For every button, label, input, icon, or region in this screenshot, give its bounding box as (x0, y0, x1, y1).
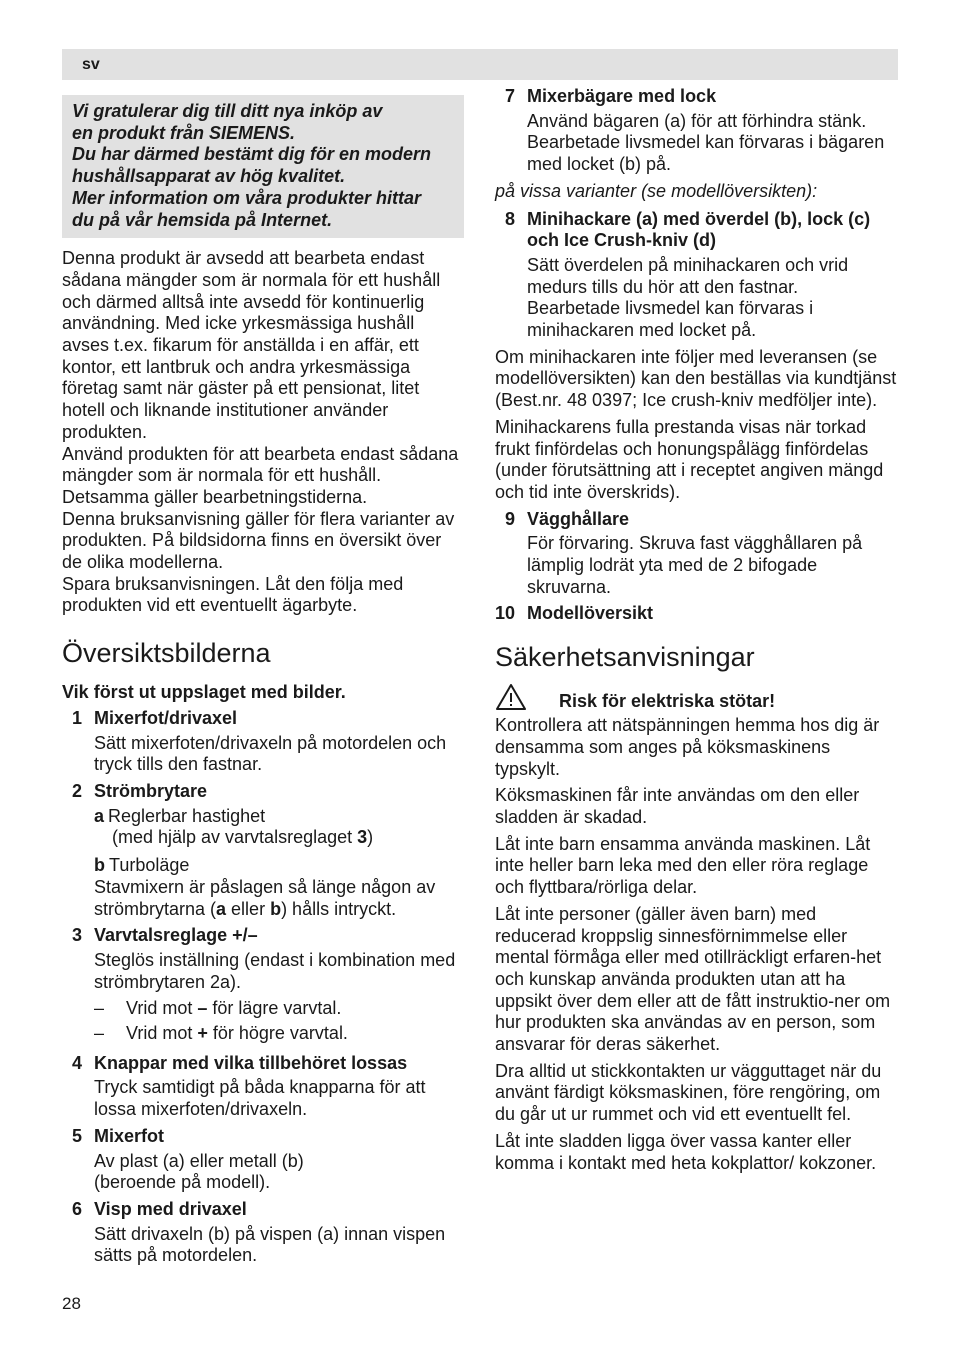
item-number: 4 (72, 1052, 83, 1073)
item-body: Använd bägaren (a) för att förhindra stänk. Bearbetade livsmedel kan förvaras i bägaren med locket (b) på. (527, 110, 885, 175)
item-body: Sätt mixerfoten/drivaxeln på motordelen och tryck tills den fastnar. (94, 732, 447, 775)
item-body: För förvaring. Skruva fast vägghållaren på lämplig lodrät yta med de 2 bifogade skruvarna. (527, 533, 863, 597)
overview-item-5 (62, 1126, 464, 1194)
language-bar (62, 49, 898, 80)
safety-paragraph: Låt inte sladden ligga över vassa kanter eller komma i kontakt med heta kokplattor/ kokzoner. (495, 1130, 877, 1173)
language-tag: sv (82, 56, 100, 73)
item-number: 6 (72, 1198, 83, 1219)
intro-line: Vi gratulerar dig till ditt nya inköp av (72, 101, 383, 121)
intro-line: Du har därmed bestämt dig för en modern (72, 144, 432, 165)
item-number: 9 (505, 508, 516, 529)
item-body: Av plast (a) eller metall (b) (beroende på modell). (94, 1150, 304, 1193)
safety-paragraph: Låt inte barn ensamma använda maskinen. Låt inte heller barn leka med den eller röra reglage och flyttbara/rörliga delar. (495, 833, 871, 898)
item-title: Vägghållare (527, 508, 630, 529)
use-amounts-paragraph: Använd produkten för att bearbeta endast sådana mängder som är normala för ett hushåll. Detsamma gäller bearbetningstiderna. (62, 443, 459, 507)
warning-text: Risk för elektriska stötar! (559, 691, 776, 712)
overview-item-10 (495, 603, 898, 625)
intended-use-paragraph: Denna produkt är avsedd att bearbeta endast sådana mängder som är normala för ett hushåll och därmed alltså inte avsedd för kontinuerlig användning. Med icke yrkesmässiga hushåll avses t.ex. fikarum för anställda i en affär, ett kontor, ett lantbruk och andra yrkesmässiga företag samt när gäster på ett pensionat, litet hotell och liknande institutioner använder produkten. (62, 248, 441, 442)
overview-item-2 (62, 781, 464, 920)
safety-paragraph: Dra alltid ut stickkontakten ur vägguttaget när du använt färdigt köksmaskinen, före rengöring, om du går ut ur rummet och vid ett eventuellt fel. (495, 1060, 882, 1125)
item-number: 1 (72, 707, 83, 728)
dash-item: – Vrid mot – för lägre varvtal. (94, 998, 342, 1019)
right-column (495, 86, 898, 1179)
keep-manual-paragraph: Spara bruksanvisningen. Låt den följa med produkten vid ett eventuellt ägarbyte. (62, 573, 404, 616)
overview-item-4 (62, 1053, 464, 1121)
overview-item-3 (62, 925, 464, 1045)
item-number: 7 (505, 86, 516, 106)
overview-item-8 (495, 209, 898, 342)
intro-line: Mer information om våra produkter hittar (72, 187, 422, 208)
item-body: Tryck samtidigt på båda knapparna för att lossa mixerfoten/drivaxeln. (94, 1077, 426, 1120)
item-title: Mixerbägare med lock (527, 86, 717, 106)
variants-paragraph: Denna bruksanvisning gäller för flera varianter av produkten. På bildsidorna finns en översikt över de olika modellerna. (62, 508, 455, 573)
item-number: 3 (72, 925, 83, 946)
subitem-detail: (med hjälp av varvtalsreglaget 3) (112, 827, 374, 848)
subitem-letter: a (94, 805, 105, 826)
subitem-text: Reglerbar hastighet (108, 805, 266, 826)
minichopper-performance-paragraph: Minihackarens fulla prestanda visas när torkad frukt finfördelas och honungspålägg finfördelas (under förutsättning att i receptet angiven mängd och tid inte överskrids). (495, 416, 884, 502)
minichopper-order-paragraph: Om minihackaren inte följer med leveransen (se modellöversikten) kan den beställas via kundtjänst (Best.nr. 48 0397; Ice crush-kniv medföljer inte). (495, 346, 897, 411)
intro-line: en produkt från SIEMENS. (72, 122, 296, 143)
item-title: Strömbrytare (94, 780, 208, 801)
item-number: 5 (72, 1125, 83, 1146)
electric-shock-warning (495, 687, 898, 713)
item-body: Steglös inställning (endast i kombination med strömbrytaren 2a). (94, 949, 456, 992)
warning-triangle-icon (495, 683, 527, 711)
item-title: Visp med drivaxel (94, 1198, 247, 1219)
subitem-text: Turboläge (109, 855, 190, 876)
subitem-letter: b (94, 855, 105, 876)
safety-paragraph: Köksmaskinen får inte användas om den eller sladden är skadad. (495, 785, 860, 827)
item-title: Minihackare (a) med överdel (b), lock (c) och Ice Crush-kniv (d) (527, 208, 871, 251)
intro-box (62, 95, 464, 238)
item-number: 8 (505, 208, 516, 229)
intro-line: du på vår hemsida på Internet. (72, 209, 333, 230)
item-title: Mixerfot (94, 1125, 165, 1146)
item-title: Varvtalsreglage +/– (94, 925, 258, 946)
item-body: Sätt överdelen på minihackaren och vrid medurs tills du hör att den fastnar. Bearbetade livsmedel kan förvaras i minihackaren med locket på. (527, 254, 849, 341)
item-title: Knappar med vilka tillbehöret lossas (94, 1052, 408, 1073)
overview-heading: Översiktsbilderna (62, 638, 271, 669)
overview-item-7 (495, 86, 898, 176)
item-title: Mixerfot/drivaxel (94, 707, 238, 728)
subitem-a (94, 806, 464, 849)
item-note: Stavmixern är påslagen så länge någon av strömbrytarna (a eller b) hålls intryckt. (94, 876, 436, 919)
item-body: Sätt drivaxeln (b) på vispen (a) innan vispen sätts på motordelen. (94, 1223, 446, 1266)
safety-heading: Säkerhetsanvisningar (495, 642, 755, 673)
dash-item: – Vrid mot + för högre varvtal. (94, 1023, 348, 1044)
item-number: 10 (495, 603, 516, 624)
item-number: 2 (72, 780, 83, 801)
overview-item-1 (62, 708, 464, 776)
item-title: Modellöversikt (527, 603, 654, 624)
variant-note: på vissa varianter (se modellöversikten): (495, 180, 818, 201)
overview-item-9 (495, 509, 898, 599)
intro-line: hushållsapparat av hög kvalitet. (72, 166, 346, 187)
subitem-b (94, 855, 464, 877)
safety-paragraph: Låt inte personer (gäller även barn) med reducerad kroppslig sinnesförnimmelse eller mental förmåga eller med otillräckligt erfaren-het och kunskap använda produkten utan att ha uppsikt över dem eller att de fått instruktio-ner om hur produkten ska användas av en person, som ansvarar för deras säkerhet. (495, 903, 891, 1055)
left-column (62, 95, 464, 1272)
overview-item-6 (62, 1199, 464, 1267)
overview-lead: Vik först ut uppslaget med bilder. (62, 682, 346, 703)
safety-paragraph: Kontrollera att nätspänningen hemma hos dig är densamma som anges på köksmaskinens typskylt. (495, 715, 880, 779)
page-number: 28 (62, 1294, 81, 1313)
